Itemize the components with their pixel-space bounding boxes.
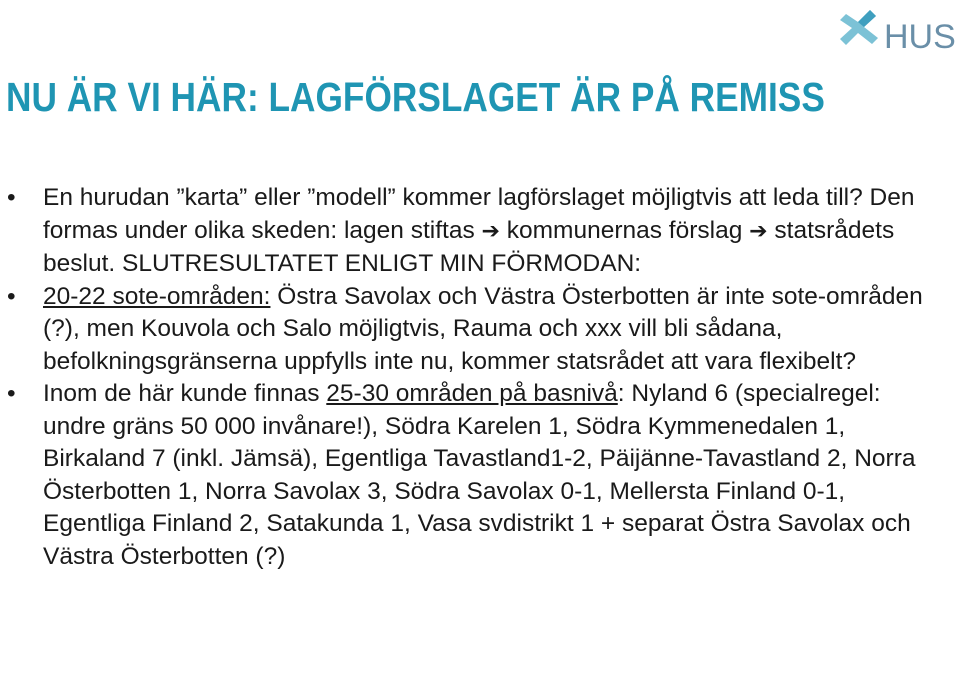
slide-title: NU ÄR VI HÄR: LAGFÖRSLAGET ÄR PÅ REMISS bbox=[6, 74, 825, 120]
hus-logo-icon bbox=[836, 8, 882, 48]
bullet-item-model bbox=[0, 182, 960, 281]
bullet-text: Inom de här kunde finnas bbox=[43, 380, 327, 407]
bullet-item-basic-areas bbox=[0, 378, 960, 573]
bullet-text: statsrådets beslut. SLUTRESULTATET ENLIGT MIN FÖRMODAN: bbox=[43, 216, 895, 277]
bullet-text: kommunernas förslag bbox=[499, 216, 750, 244]
arrow-right-icon: ➔ bbox=[749, 218, 768, 244]
bullet-text: Östra Savolax och Västra Österbotten är inte sote-områden (?), men Kouvola och Salo möjligtvis, Rauma och xxx vill bli sådana, befolkningsgränserna uppfylls inte nu, kommer statsrådet att vara flexibelt? bbox=[43, 282, 923, 375]
bullet-list bbox=[0, 182, 960, 573]
bullet-text: En hurudan ”karta” eller ”modell” kommer lagförslaget möjligtvis att leda till? Den formas under olika skeden: lagen stiftas bbox=[43, 184, 915, 244]
underlined-term: 25-30 områden på basnivå bbox=[326, 380, 618, 407]
underlined-term: 20-22 sote-områden: bbox=[43, 282, 271, 310]
arrow-right-icon: ➔ bbox=[481, 218, 500, 244]
hus-logo bbox=[836, 8, 960, 56]
logo-text: HUS bbox=[884, 18, 956, 56]
bullet-item-sote-areas bbox=[0, 281, 960, 379]
bullet-text: : Nyland 6 (specialregel: undre gräns 50 000 invånare!), Södra Karelen 1, Södra Kymmenedalen 1, Birkaland 7 (inkl. Jämsä), Egentliga Tavastland1-2, Päijänne-Tavastland 2, Norra Österbotten 1, Norra Savolax 3, Södra Savolax 0-1, Mellersta Finland 0-1, Egentliga Finland 2, Satakunda 1, Vasa svdistrikt 1 + separat Östra Savolax och Västra Österbotten (?) bbox=[43, 380, 916, 570]
